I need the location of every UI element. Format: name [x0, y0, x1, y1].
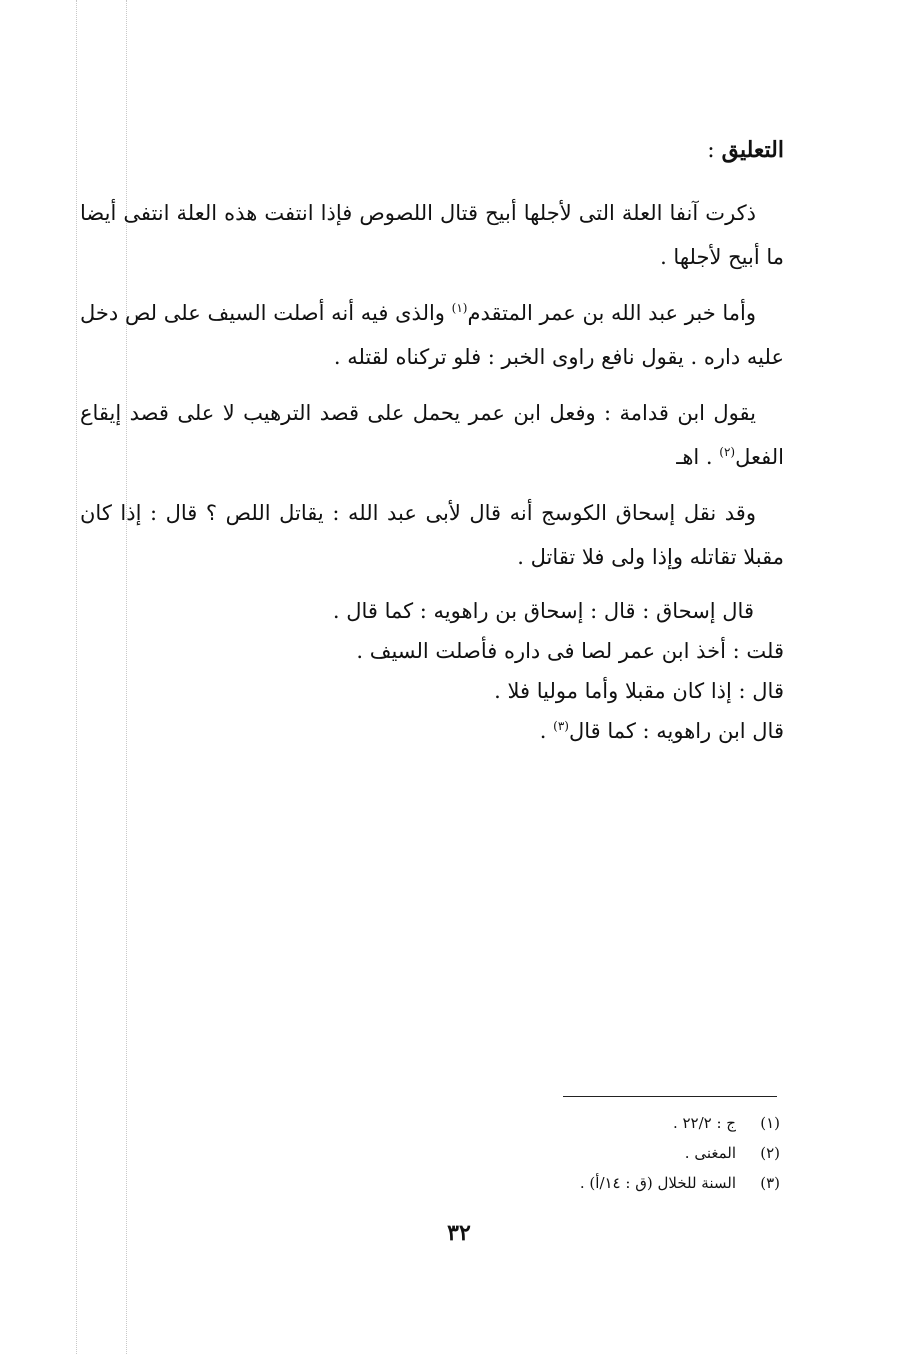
paragraph-3-text-end: . اهـ: [676, 445, 720, 469]
paragraph-2-text-end: والذى فيه أنه أصلت السيف على لص دخل عليه داره . يقول نافع راوى الخبر : فلو تركناه لقتله .: [80, 301, 784, 369]
dialogue-line-1: قال إسحاق : قال : إسحاق بن راهويه : كما قال .: [332, 599, 754, 623]
footnote-2: [450, 1138, 780, 1168]
heading-title: التعليق: [721, 137, 784, 163]
footnote-1: [450, 1108, 780, 1138]
footnote-number: (٣): [760, 1174, 780, 1192]
section-heading: [80, 128, 784, 173]
footnote-number: (١): [760, 1114, 780, 1132]
footnote-ref-2: (٢): [719, 445, 736, 459]
paragraph-1: ذكرت آنفا العلة التى لأجلها أبيح قتال اللصوص فإذا انتفت هذه العلة انتفى أيضا ما أبيح لأجلها .: [80, 201, 784, 269]
dialogue-block: [80, 591, 784, 751]
paragraph-2-text-start: وأما خبر عبد الله بن عمر المتقدم: [467, 301, 756, 325]
footnote-text: ج : ٢٢/٢ .: [672, 1114, 736, 1132]
paragraph-2: [80, 291, 784, 379]
dialogue-line-3: قال : إذا كان مقبلا وأما موليا فلا .: [494, 679, 784, 703]
footnote-text: السنة للخلال (ق : ١٤/أ) .: [579, 1174, 736, 1192]
dialogue-line-4-text: قال ابن راهويه : كما قال: [568, 719, 784, 743]
page-body: [80, 128, 784, 751]
footnote-3: [450, 1168, 780, 1198]
footnote-ref-3: (٣): [553, 719, 569, 733]
paragraph-3: [80, 391, 784, 479]
dialogue-line-2: قلت : أخذ ابن عمر لصا فى داره فأصلت السيف .: [356, 639, 784, 663]
footnote-number: (٢): [760, 1144, 780, 1162]
footnote-text: المغنى .: [684, 1144, 736, 1162]
footnote-ref-1: (١): [451, 301, 468, 315]
dialogue-line-4: [80, 711, 784, 751]
heading-colon: :: [707, 138, 722, 163]
paragraph-4: وقد نقل إسحاق الكوسج أنه قال لأبى عبد الله : يقاتل اللص ؟ قال : إذا كان مقبلا تقاتله وإذا ولى فلا تقاتل .: [80, 501, 784, 569]
scan-edge-dots: [76, 0, 77, 1354]
page-number: ٣٢: [447, 1220, 471, 1246]
dialogue-line-4-end: .: [539, 719, 554, 743]
paragraph-3-text-start: يقول ابن قدامة : وفعل ابن عمر يحمل على قصد الترهيب لا على قصد إيقاع الفعل: [80, 401, 784, 469]
footnote-separator: [563, 1096, 777, 1097]
footnotes: [450, 1108, 780, 1198]
